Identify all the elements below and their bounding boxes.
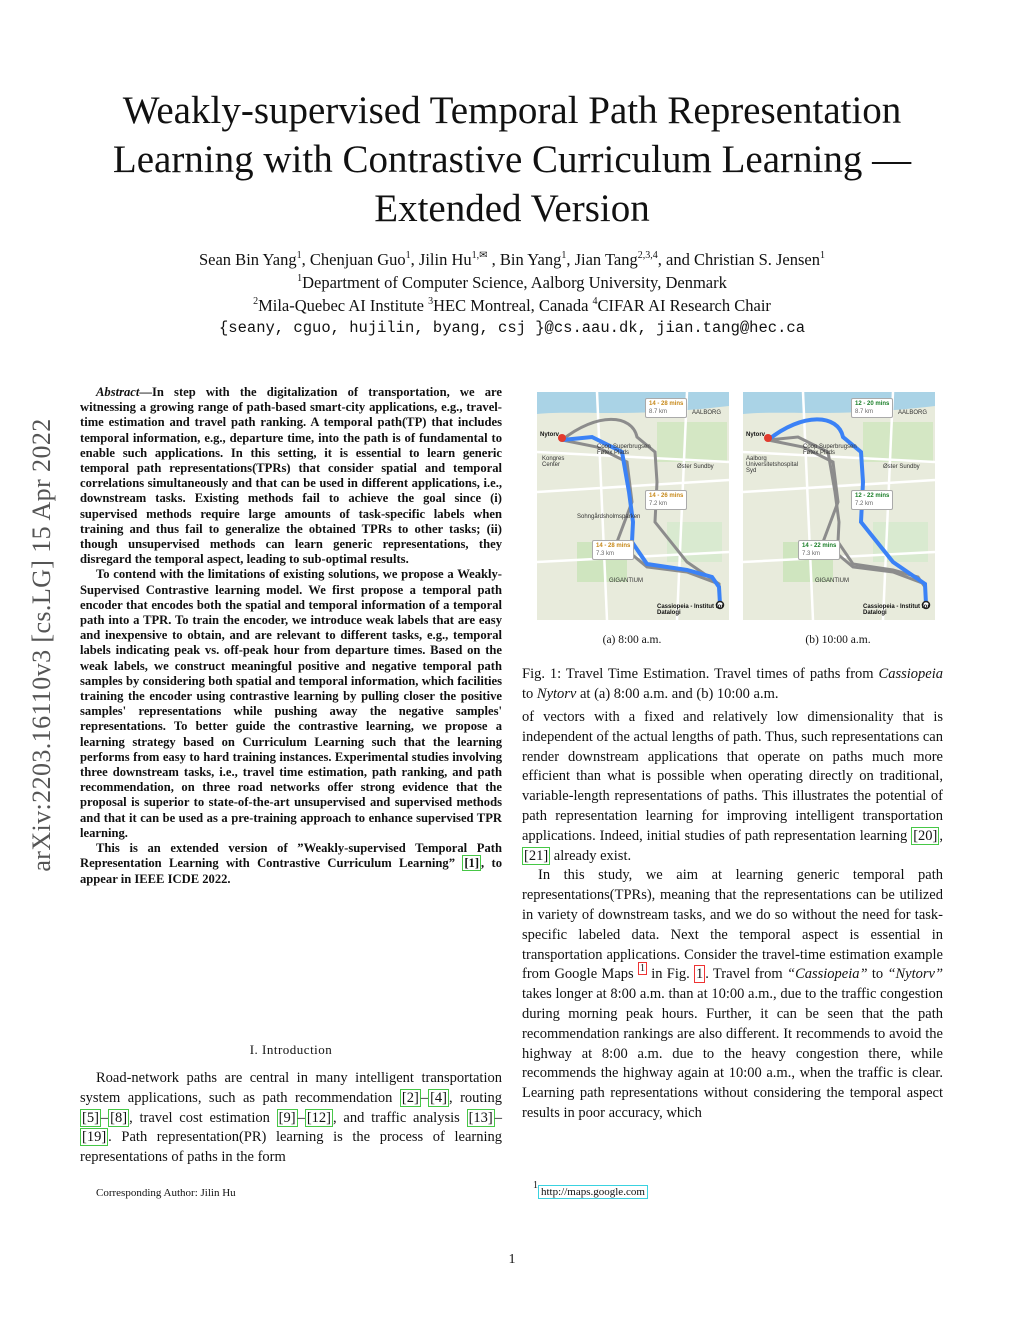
route-time-bubble[interactable]: 12 - 22 mins 7.2 km xyxy=(851,490,893,510)
subfigure-caption-a: (a) 8:00 a.m. xyxy=(602,634,662,646)
place-label: Coop Superbrugsen Føtex Plads xyxy=(597,444,651,456)
citation-link[interactable]: [12] xyxy=(306,1109,331,1126)
figure-1 xyxy=(537,392,933,620)
paper-title xyxy=(80,86,944,233)
abstract: Abstract—In step with the digitalization of transportation, we are witnessing a growing range of path-based smart-city applications, e.g., travel-time estimation and travel path ranking. A temporal path(TP) that includes temporal information, e.g., departure time, into the path is of fundamental to enable such applications. In this setting, it is essential to learn generic temporal path representations(TPRs) that consider spatial and temporal correlations simultaneously and that can be used in different applications, i.e., downstream tasks. Existing methods fail to achieve the goal since (i) supervised methods require large amounts of task-specific labels when training and thus fail to generalize the obtained TPRs to other tasks; (ii) though unsupervised methods can learn generic representations, they disregard the temporal aspect, leading to sub-optimal results. To contend with the limitations of existing solutions, we propose a Weakly-Supervised Contrastive learning model. We first propose a temporal path encoder that encodes both the spatial and temporal information of a temporal path into a TPR. To train the encoder, we introduce weak labels that are easy and inexpensive to obtain, and are relevant to different tasks, e.g., temporal labels indicating peak vs. off-peak hour from departure times. Based on the weak labels, we construct meaningful positive and negative temporal path samples by considering both spatial and temporal information, which facilities training the encoder using contrastive learning by pulling closer the positive samples' representations while pushing away the negative samples' representations. To better guide the contrastive learning, we propose a learning strategy based on Curriculum Learning such that the learning performs from easy to hard training instances. Experimental studies involving three downstream tasks, i.e., travel time estimation, path ranking, and path recommendation, on three road networks offer strong evidence that the proposal is superior to state-of-the-art unsupervised and supervised methods and that it can be used as a pre-training approach to enhance supervised TPR learning. This is an extended version of ”Weakly-supervised Temporal Path Representation Learning with Contrastive Curriculum Learning” [1] , to appear in IEEE ICDE 2022. xyxy=(80,385,502,886)
map-background xyxy=(537,392,729,620)
arxiv-identifier: arXiv:2203.16110v3 [cs.LG] 15 Apr 2022 xyxy=(27,418,56,872)
citation-link[interactable]: [5] xyxy=(82,1109,99,1126)
author-list: Sean Bin Yang$^1$, Chenjuan Guo$^1$, Jilin $Hu^{1,✉}$ , Bin Yang$^1$, Jian Tang$^{2,3,4}$, and Christian S. Jensen$^1$ xyxy=(198,250,825,269)
place-label: Cassiopeia - Institut for Datalogi xyxy=(863,604,930,616)
place-label: Sohngårdsholmsparken xyxy=(577,514,641,520)
place-label: GIGANTIUM xyxy=(609,578,643,584)
subfigure-caption-b: (b) 10:00 a.m. xyxy=(805,634,871,646)
right-column-text: of vectors with a fixed and relatively low dimensionality that is independent of the actual lengths of path. Thus, such representations can render downstream applications that operate on paths much more efficient than what is possible when operating directly on traditional, variable-length representations of paths. This illustrates the potential of path representation learning for improving intelligent transportation applications. Indeed, initial studies of path representation learning [20] , [21] already exist. In this study, we aim at learning generic temporal path representations(TPRs), meaning that the representations can be utilized in variety of downstream tasks, and we do so without the need for task-specific labeled data. Next the temporal aspect is essential in transportation applications. Consider the travel-time estimation example from Google Maps $^1$ in Fig. 1 . Travel from “Cassiopeia” to “Nytorv” takes longer at 8:00 a.m. than at 10:00 a.m., due to the traffic congestion during morning peak hours. Further, it can be seen that the path recommendation rankings are also different. It recommends to avoid the highway at 8:00 a.m. due to the heavy congestion there, while recommends the highway again at 10:00 a.m., when the traffic is clear. Learning path representations without considering the temporal aspect results in poor accuracy, which xyxy=(522,709,944,1121)
route-time-bubble[interactable]: 14 - 28 mins 7.3 km xyxy=(592,540,634,560)
affiliation-2: $^2$Mila-Quebec AI Institute $^3$HEC Montreal, Canada $^4$CIFAR AI Research Chair xyxy=(253,296,771,315)
place-label: Øster Sundby xyxy=(883,464,920,470)
citation-link[interactable]: [9] xyxy=(278,1109,296,1126)
author-block xyxy=(80,248,944,340)
title-line: Weakly-supervised Temporal Path Representation xyxy=(122,89,902,132)
place-label: Cassiopeia - Institut for Datalogi xyxy=(657,604,724,616)
map-8am xyxy=(537,392,729,620)
citation-link[interactable]: [1] xyxy=(464,856,480,871)
figure-caption: Fig. 1: Travel Time Estimation. Travel times of paths from Cassiopeia to Nytorv at (a) 8:00 a.m. and (b) 10:00 a.m. xyxy=(522,666,943,702)
footnote: $^1$http://maps.google.com xyxy=(533,1186,648,1198)
corresponding-author-note: Corresponding Author: Jilin Hu xyxy=(96,1187,236,1199)
route-time-bubble[interactable]: 14 - 26 mins 7.2 km xyxy=(645,490,687,510)
author-emails: {seany, cguo, hujilin, byang, csj }@cs.aau.dk, jian.tang@hec.ca xyxy=(219,319,805,337)
introduction-text: Road-network paths are central in many intelligent transportation system applications, such as path recommendation [2] – [4] , routing [5] – [8] , travel cost estimation [9] – [12] , and traffic analysis [13] –[19] . Path representation(PR) learning is the process of learning representations of paths in the form xyxy=(80,1070,502,1166)
footnote-link[interactable]: 1 xyxy=(639,963,645,975)
figure-link[interactable]: 1 xyxy=(696,966,704,983)
place-label: Nytorv xyxy=(540,432,560,438)
place-label: GIGANTIUM xyxy=(815,578,849,584)
citation-link[interactable]: [21] xyxy=(524,847,549,864)
place-label: AALBORG xyxy=(692,410,722,416)
section-heading: I. Introduction xyxy=(249,1042,333,1057)
title-line: Extended Version xyxy=(374,187,650,230)
citation-link[interactable]: [2] xyxy=(401,1089,419,1106)
map-background xyxy=(743,392,935,620)
citation-link[interactable]: [4] xyxy=(430,1089,447,1106)
route-time-bubble[interactable]: 14 - 22 mins 7.3 km xyxy=(798,540,840,560)
affiliation-1: $^1$Department of Computer Science, Aalborg University, Denmark xyxy=(297,273,727,292)
title-line: Learning with Contrastive Curriculum Learning — xyxy=(112,138,912,181)
page-number: 1 xyxy=(508,1252,516,1267)
place-label: AALBORG xyxy=(898,410,928,416)
citation-link[interactable]: [8] xyxy=(110,1109,128,1126)
route-time-bubble[interactable]: 12 - 20 mins 8.7 km xyxy=(851,398,893,418)
place-label: Nytorv xyxy=(746,432,766,438)
citation-link[interactable]: [20] xyxy=(913,827,938,844)
place-label: Aalborg Universitetshospital Syd xyxy=(746,456,799,474)
place-label: Coop Superbrugsen Føtex Plads xyxy=(803,444,857,456)
place-label: Kongres Center xyxy=(542,456,565,468)
footnote-url-link[interactable]: http://maps.google.com xyxy=(538,1185,648,1199)
abstract-label: Abstract xyxy=(96,385,140,399)
place-label: Øster Sundby xyxy=(677,464,714,470)
citation-link[interactable]: [19] xyxy=(82,1129,107,1146)
citation-link[interactable]: [13] xyxy=(468,1109,493,1126)
map-10am xyxy=(743,392,935,620)
route-time-bubble[interactable]: 14 - 28 mins 8.7 km xyxy=(645,398,687,418)
